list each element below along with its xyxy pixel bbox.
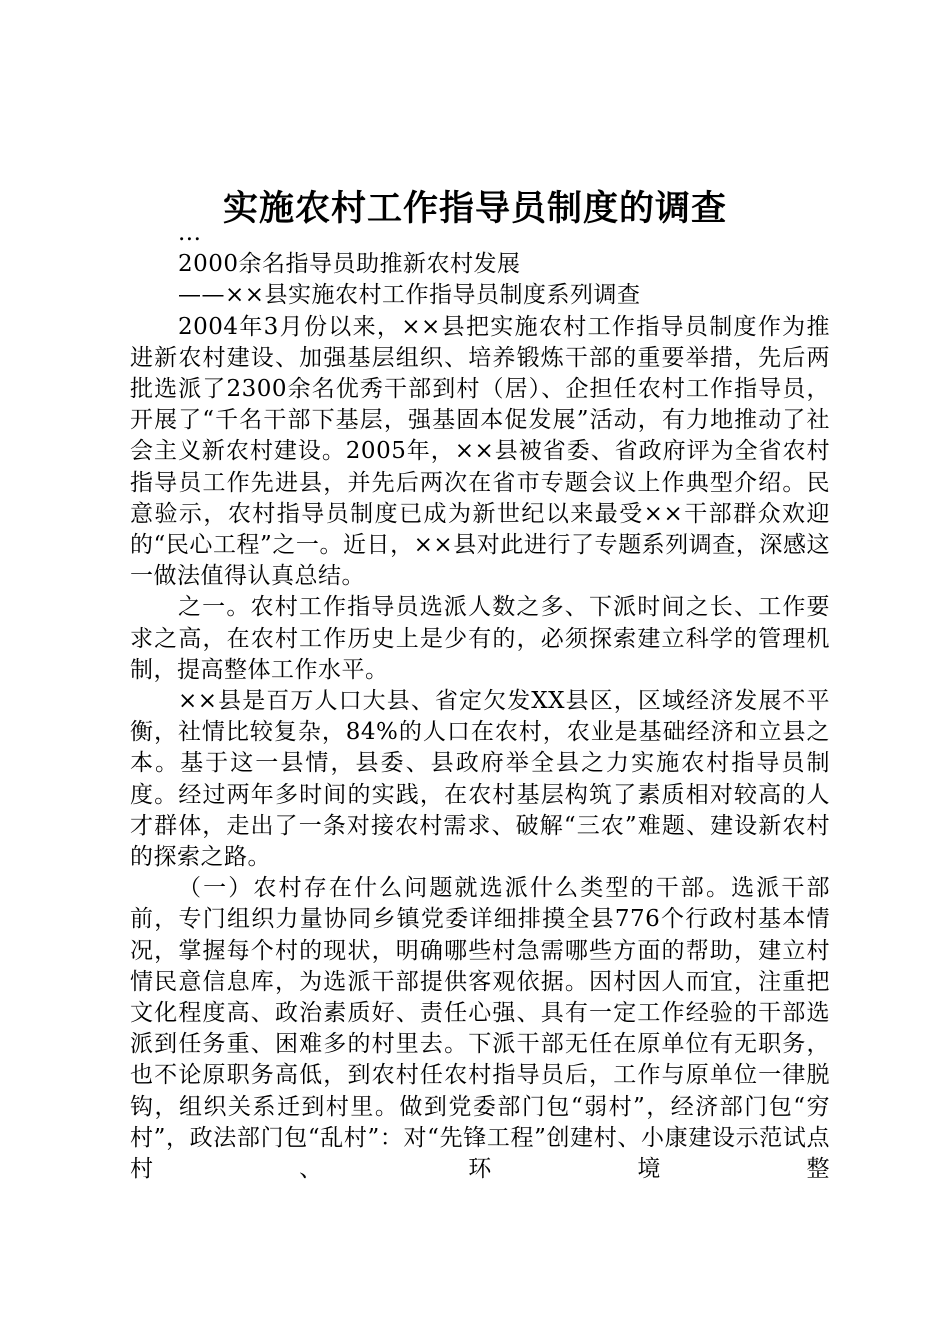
paragraph-county-overview: ××县是百万人口大县、省定欠发XX县区，区域经济发展不平衡，社情比较复杂，84%的人口在农村，农业是基础经济和立县之本。基于这一县情，县委、县政府举全县之力实施农村指导员制度。经过两年多时间的实践，在农村基层构筑了素质相对较高的人才群体，走出了一条对接农村需求、破解“三农”难题、建设新农村的探索之路。: [130, 688, 830, 871]
document-title: 实施农村工作指导员制度的调查: [222, 188, 727, 229]
document-body: [130, 218, 830, 1185]
paragraph-intro: 2004年3月份以来，××县把实施农村工作指导员制度作为推进新农村建设、加强基层组织、培养锻炼干部的重要举措，先后两批选派了2300余名优秀干部到村（居）、企担任农村工作指导员，开展了“千名干部下基层，强基固本促发展”活动，有力地推动了社会主义新农村建设。2005年，××县被省委、省政府评为全省农村指导员工作先进县，并先后两次在省市专题会议上作典型介绍。民意验示，农村指导员制度已成为新世纪以来最受××干部群众欢迎的“民心工程”之一。近日，××县对此进行了专题系列调查，深感这一做法值得认真总结。: [130, 313, 830, 590]
ellipsis-line: ...: [178, 220, 202, 246]
paragraph-section-one: （一）农村存在什么问题就选派什么类型的干部。选派干部前，专门组织力量协同乡镇党委详细排摸全县776个行政村基本情况，掌握每个村的现状，明确哪些村急需哪些方面的帮助，建立村情民意信息库，为选派干部提供客观依据。因村因人而宜，注重把文化程度高、政治素质好、责任心强、具有一定工作经验的干部选派到任务重、困难多的村里去。下派干部无任在原单位有无职务，也不论原职务高低，到农村任农村指导员后，工作与原单位一律脱钩，组织关系迁到村里。做到党委部门包“弱村”，经济部门包“穷村”，政法部门包“乱村”：对“先锋工程”创建村、小康建设示范试点村、环境整: [130, 875, 830, 1183]
series-subtitle-line: ——××县实施农村工作指导员制度系列调查: [178, 282, 641, 309]
subtitle-line: 2000余名指导员助推新农村发展: [178, 251, 521, 278]
paragraph-part-one: 之一。农村工作指导员选派人数之多、下派时间之长、工作要求之高，在农村工作历史上是少有的，必须探索建立科学的管理机制，提高整体工作水平。: [130, 594, 830, 683]
